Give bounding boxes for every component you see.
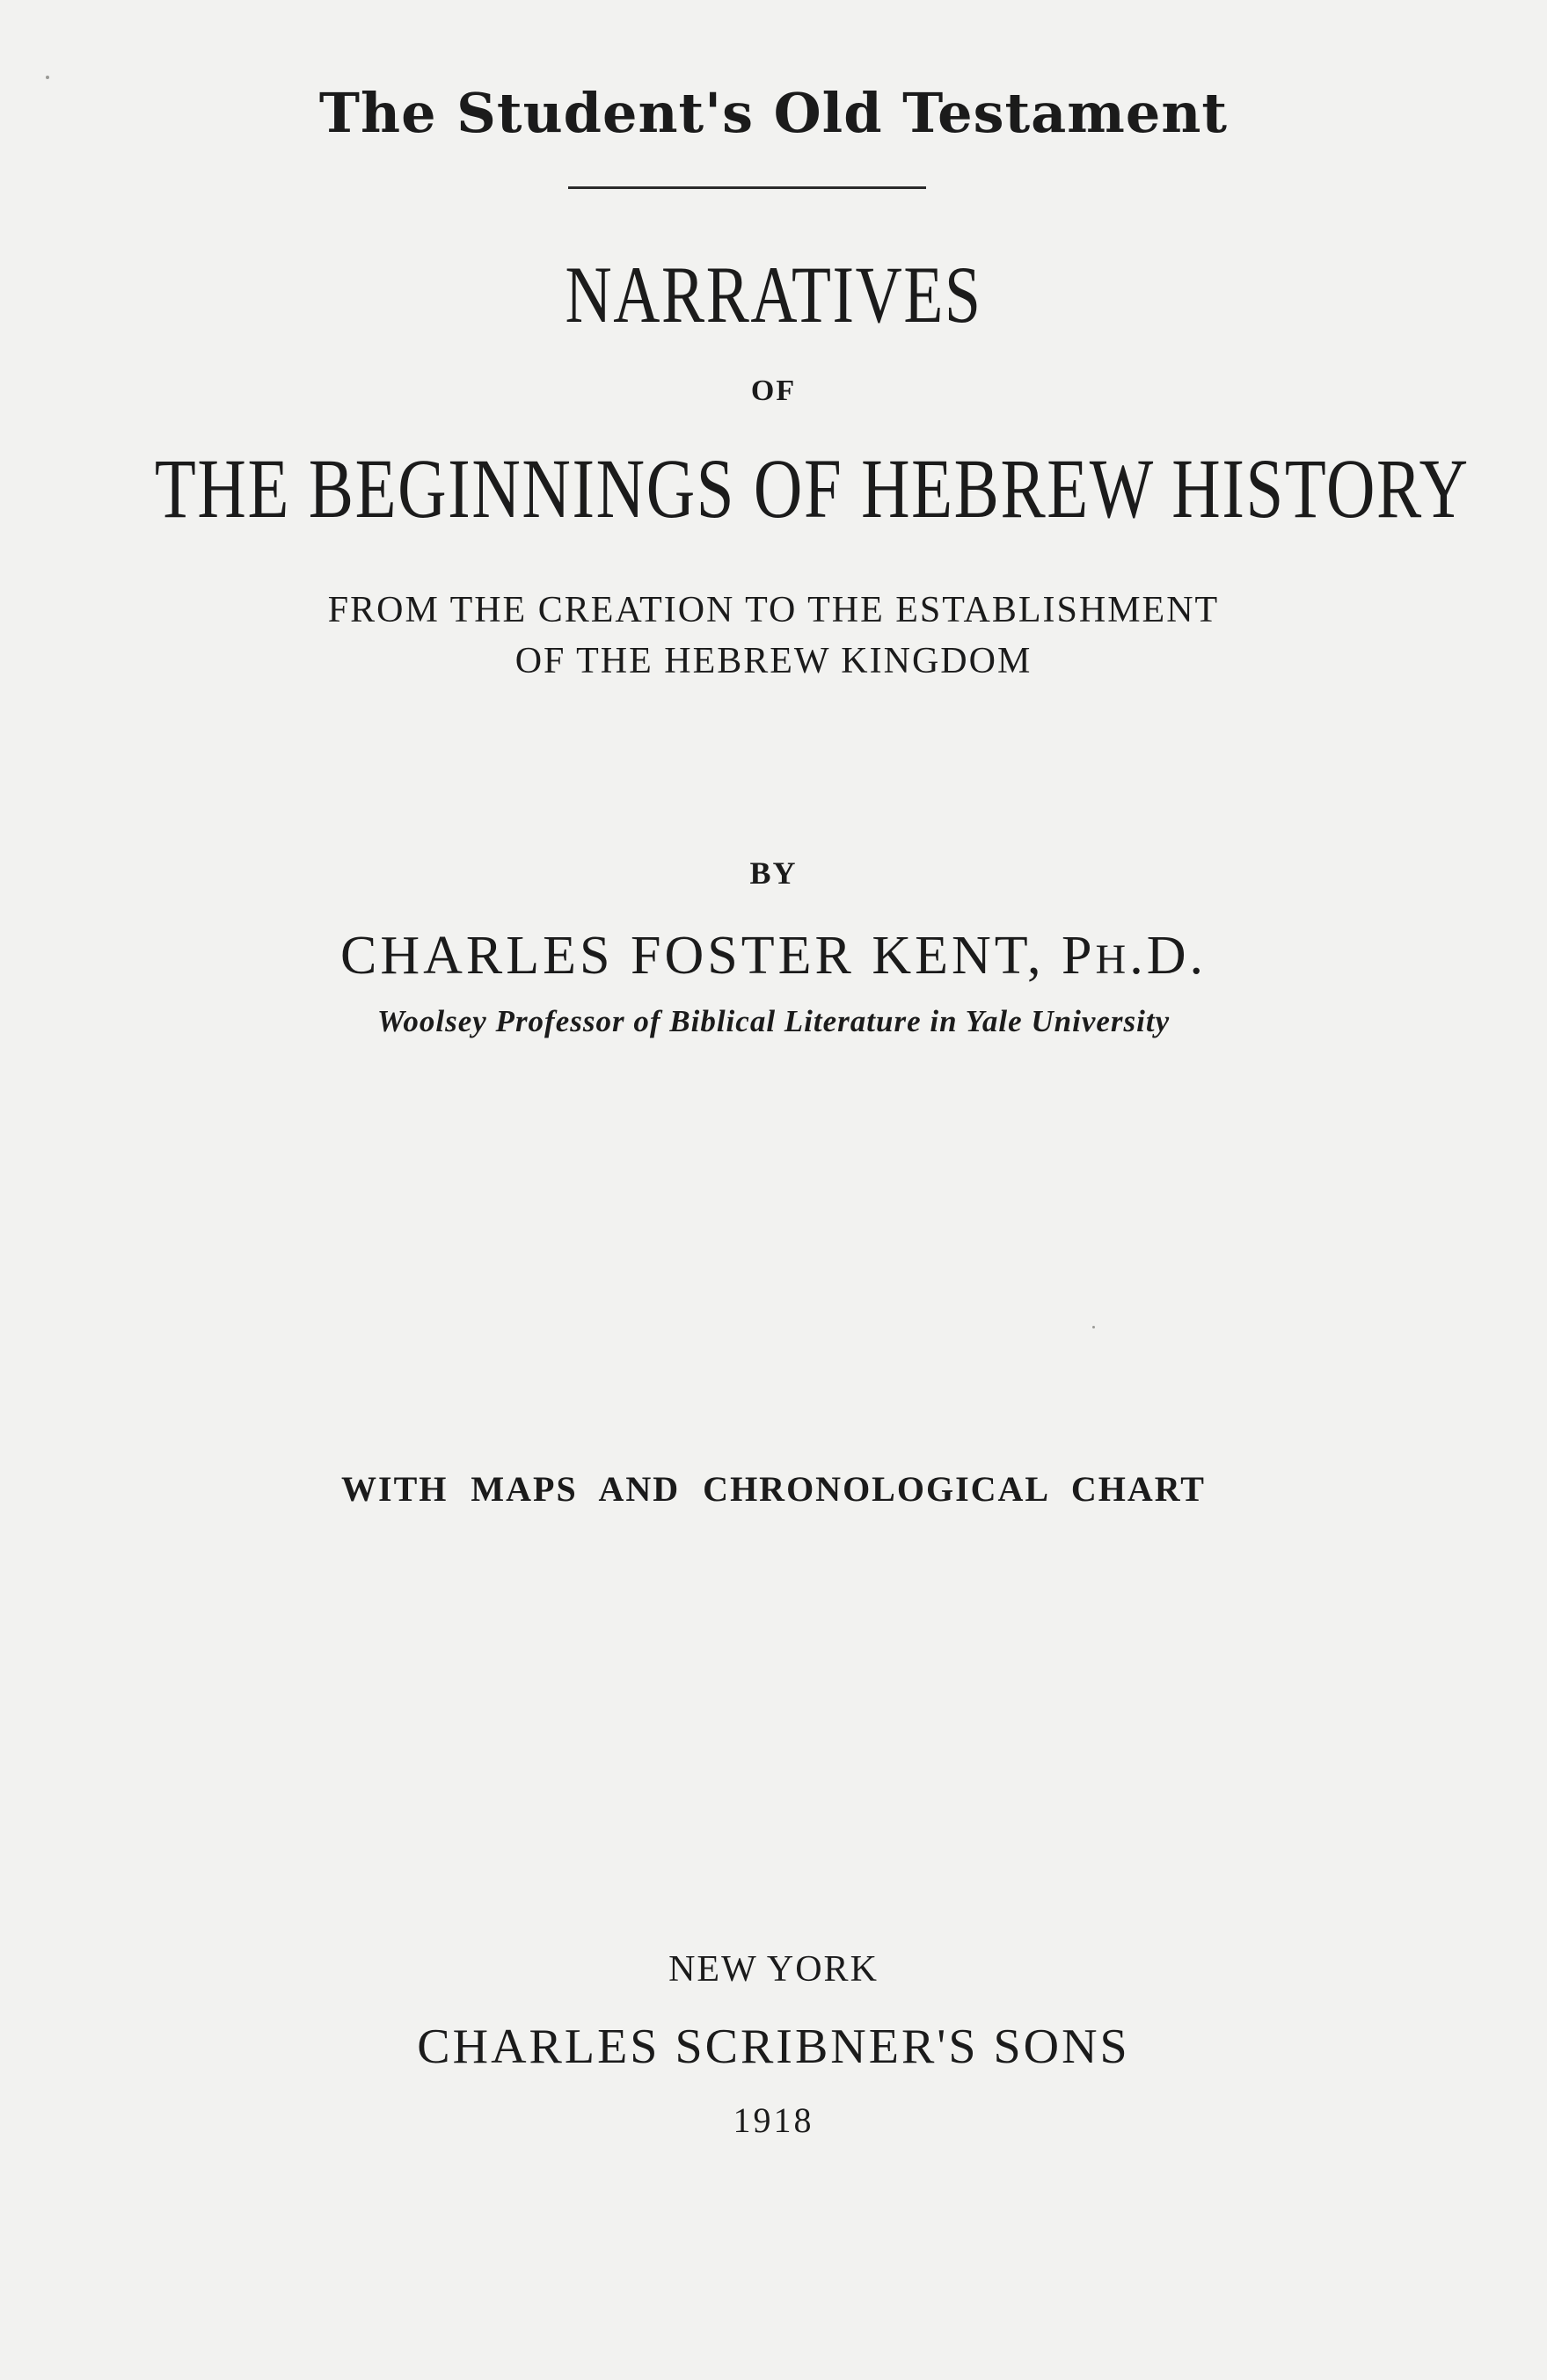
author-degree-small: H [1095, 936, 1130, 983]
author-name: CHARLES FOSTER KENT, [340, 926, 1045, 986]
author-name-line [0, 925, 1547, 987]
title-main: NARRATIVES [565, 250, 982, 339]
author-degree-suffix: .D. [1129, 926, 1207, 986]
subtitle-line-1: FROM THE CREATION TO THE ESTABLISHMENT [327, 590, 1220, 630]
byline-by: BY [749, 855, 798, 891]
imprint-publisher: CHARLES SCRIBNER'S SONS [417, 2020, 1130, 2074]
imprint-year: 1918 [733, 2100, 814, 2140]
series-title: The Student's Old Testament [318, 81, 1229, 145]
imprint-city: NEW YORK [668, 1949, 879, 1990]
title-sub: THE BEGINNINGS OF HEBREW HISTORY [154, 441, 1470, 535]
title-of: OF [750, 375, 797, 407]
author-degree-prefix: P [1044, 926, 1096, 986]
title-rule [568, 186, 926, 189]
features-note: WITH MAPS AND CHRONOLOGICAL CHART [341, 1469, 1206, 1509]
author-affiliation: Woolsey Professor of Biblical Literature in Yale University [376, 1004, 1171, 1038]
paper-speck [1092, 1326, 1095, 1328]
paper-speck [46, 76, 49, 79]
subtitle-line-2: OF THE HEBREW KINGDOM [514, 641, 1033, 681]
